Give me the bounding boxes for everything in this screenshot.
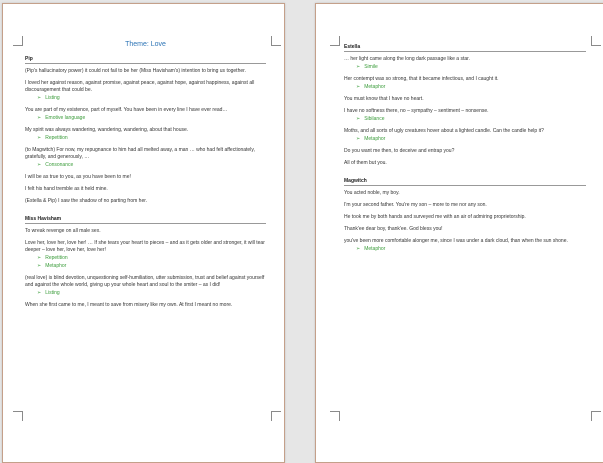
quote-paragraph: you've been more comfortable alonger me, since I was under a dark cloud, than when the sun shone.	[344, 238, 568, 244]
arrow-bullet-icon: ➢	[356, 246, 361, 252]
technique-tag	[37, 162, 266, 169]
technique-tag	[37, 95, 266, 102]
arrow-bullet-icon: ➢	[356, 116, 361, 122]
technique-tag	[37, 290, 266, 297]
technique-tag	[37, 263, 266, 270]
quote-paragraph: (Pip's hallucinatory power) it could not fail to be her (Miss Havisham's) intention to bring us together.	[25, 68, 246, 74]
technique-label: Metaphor	[45, 263, 67, 269]
arrow-bullet-icon: ➢	[37, 135, 42, 141]
section-heading: Estella	[344, 44, 586, 52]
arrow-bullet-icon: ➢	[37, 290, 42, 296]
technique-label: Sibilance	[364, 116, 385, 122]
technique-tag	[356, 136, 586, 143]
technique-label: Repetition	[45, 135, 68, 141]
quote-paragraph: (real love) is blind devotion, unquestioning self-humiliation, utter submission, trust and belief against yourself and against the whole world, giving up your whole heart and soul to the smiter – as I did!	[25, 275, 265, 288]
arrow-bullet-icon: ➢	[356, 64, 361, 70]
page-body	[25, 41, 266, 314]
technique-label: Metaphor	[364, 84, 386, 90]
technique-label: Listing	[45, 95, 60, 101]
quote-paragraph: When she first came to me, I meant to save from misery like my own. At first I meant no more.	[25, 302, 233, 308]
section-heading: Miss Havisham	[25, 216, 266, 224]
margin-corner-mark	[591, 36, 601, 46]
quote-paragraph: Her contempt was so strong, that it became infectious, and I caught it.	[344, 76, 499, 82]
section-heading: Magwitch	[344, 178, 586, 186]
arrow-bullet-icon: ➢	[356, 136, 361, 142]
technique-label: Emotive language	[45, 115, 86, 121]
quote-paragraph: (to Magwitch) For now, my repugnance to him had all melted away, a man … who had felt affectionately, gratefully, and generously, …	[25, 147, 255, 160]
document-page-right	[315, 3, 603, 463]
quote-paragraph: I will be as true to you, as you have been to me!	[25, 174, 131, 180]
quote-paragraph: Love her, love her, love her! … If she tears your heart to pieces – and as it gets older and stronger, it will tear deeper – love her, love her, love her!	[25, 240, 265, 253]
quote-paragraph: All of them but you.	[344, 160, 387, 166]
technique-label: Metaphor	[364, 136, 386, 142]
margin-corner-mark	[271, 411, 281, 421]
technique-tag	[356, 246, 586, 253]
technique-tag	[356, 64, 586, 71]
quote-paragraph: Moths, and all sorts of ugly creatures hover about a lighted candle. Can the candle help it?	[344, 128, 544, 134]
quote-paragraph: You are part of my existence, part of myself. You have been in every line I have ever read…	[25, 107, 228, 113]
technique-tag	[37, 135, 266, 142]
arrow-bullet-icon: ➢	[37, 95, 42, 101]
technique-label: Repetition	[45, 255, 68, 261]
document-page-left	[2, 3, 285, 463]
quote-paragraph: He took me by both hands and surveyed me with an air of admiring proprietorship.	[344, 214, 526, 220]
margin-corner-mark	[330, 411, 340, 421]
quote-paragraph: … her light came along the long dark passage like a star.	[344, 56, 470, 62]
technique-label: Simile	[364, 64, 378, 70]
technique-tag	[356, 116, 586, 123]
arrow-bullet-icon: ➢	[37, 162, 42, 168]
quote-paragraph: I'm your second father. You're my son – more to me nor any son.	[344, 202, 487, 208]
quote-paragraph: To wreak revenge on all male sex.	[25, 228, 101, 234]
arrow-bullet-icon: ➢	[37, 115, 42, 121]
quote-paragraph: (Estella & Pip) I saw the shadow of no parting from her.	[25, 198, 148, 204]
technique-tag	[37, 255, 266, 262]
arrow-bullet-icon: ➢	[37, 263, 42, 269]
margin-corner-mark	[13, 411, 23, 421]
arrow-bullet-icon: ➢	[356, 84, 361, 90]
quote-paragraph: Thank'ee dear boy, thank'ee. God bless you!	[344, 226, 443, 232]
margin-corner-mark	[13, 36, 23, 46]
quote-paragraph: My spirit was always wandering, wandering, wandering, about that house.	[25, 127, 189, 133]
technique-tag	[37, 115, 266, 122]
quote-paragraph: I have no softness there, no – sympathy – sentiment – nonsense.	[344, 108, 489, 114]
technique-label: Metaphor	[364, 246, 386, 252]
margin-corner-mark	[271, 36, 281, 46]
page-title: Theme: Love	[125, 41, 166, 48]
margin-corner-mark	[330, 36, 340, 46]
technique-label: Listing	[45, 290, 60, 296]
quote-paragraph: You acted noble, my boy.	[344, 190, 400, 196]
arrow-bullet-icon: ➢	[37, 255, 42, 261]
section-heading: Pip	[25, 56, 266, 64]
technique-label: Consonance	[45, 162, 74, 168]
technique-tag	[356, 84, 586, 91]
quote-paragraph: I loved her against reason, against promise, against peace, against hope, against happiness, against all discouragement that could be.	[25, 80, 255, 93]
quote-paragraph: I felt his hand tremble as it held mine.	[25, 186, 108, 192]
page-body	[344, 44, 586, 258]
quote-paragraph: Do you want me then, to deceive and entrap you?	[344, 148, 455, 154]
margin-corner-mark	[591, 411, 601, 421]
quote-paragraph: You must know that I have no heart.	[344, 96, 424, 102]
